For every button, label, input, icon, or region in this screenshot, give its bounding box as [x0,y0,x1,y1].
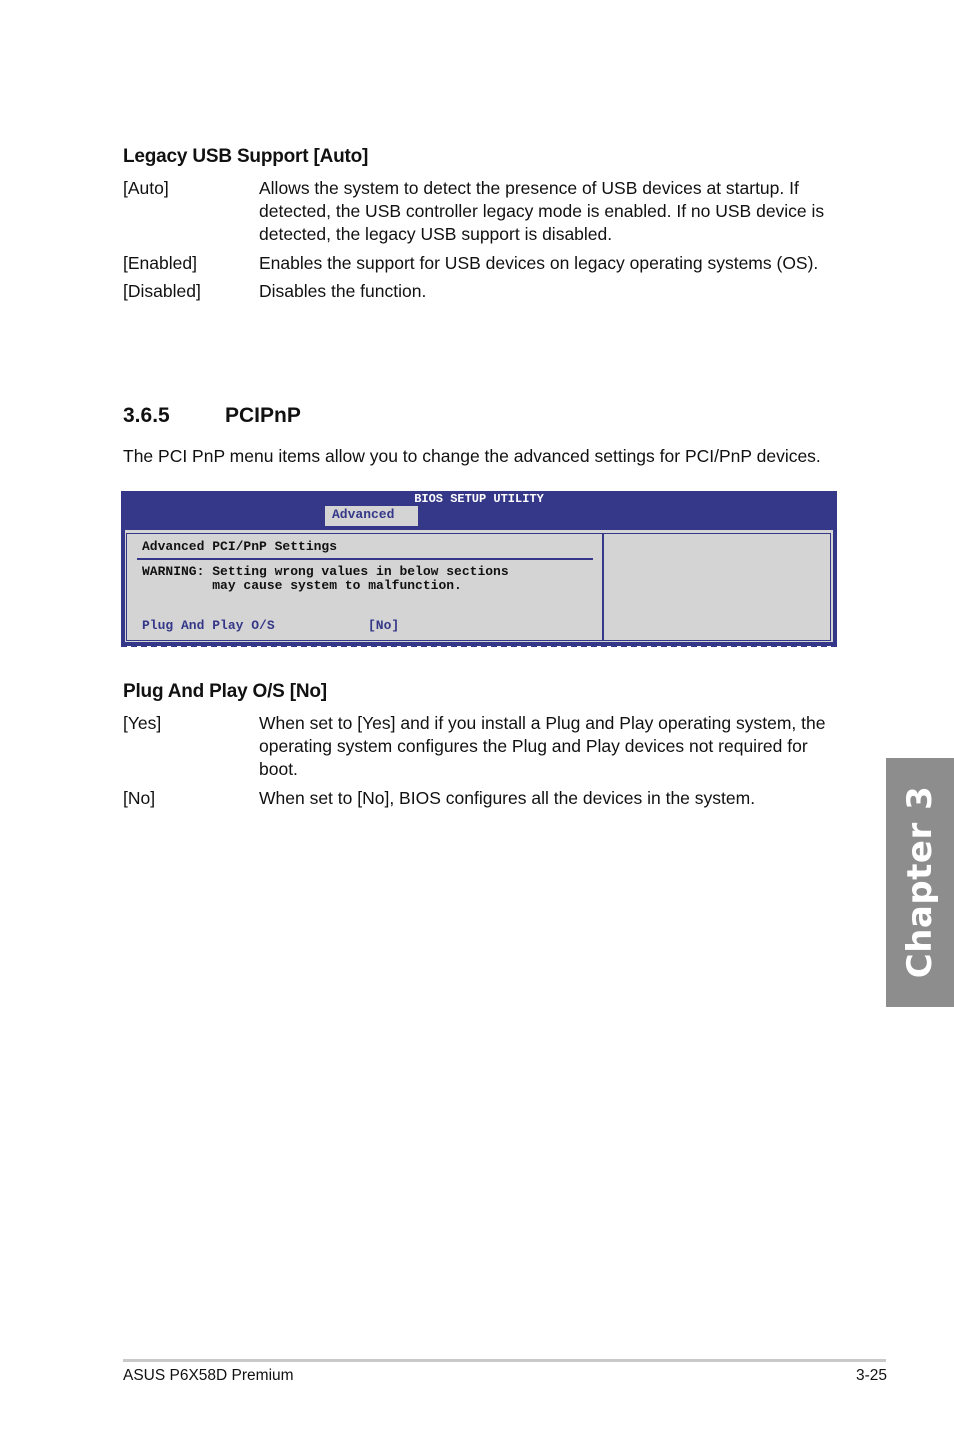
chapter-tab [886,758,954,1007]
tab-advanced[interactable]: Advanced [325,506,418,526]
chapter-label: Chapter 3 [900,785,940,979]
section-title: PCIPnP [225,404,301,427]
bios-divider [602,533,604,641]
option-description: Disables the function. [259,281,427,301]
bios-header [121,491,837,526]
option-label: [Disabled] [123,281,201,301]
footer-rule [123,1359,886,1362]
bios-item-plug-and-play[interactable]: Plug And Play O/S [142,618,275,633]
footer-product: ASUS P6X58D Premium [123,1367,294,1384]
footer-page-number: 3-25 [855,1367,887,1384]
bios-bottom-dash [121,645,837,647]
option-description: Enables the support for USB devices on legacy operating systems (OS). [259,253,819,273]
bios-warning-line-1: WARNING: Setting wrong values in below sections [142,564,509,579]
bios-screen [121,491,837,647]
option-description: When set to [No], BIOS configures all the devices in the system. [259,788,756,808]
option-label: [Enabled] [123,253,197,273]
bios-panel [125,530,833,642]
option-description: When set to [Yes] and if you install a Plug and Play operating system, the operating system configures the Plug and Play devices not required for boot. [259,713,826,779]
option-description: Allows the system to detect the presence of USB devices at startup. If detected, the USB controller legacy mode is enabled. If no USB device is detected, the legacy USB support is disabled. [259,178,825,244]
section-number: 3.6.5 [123,404,170,427]
bios-body [121,526,837,646]
section-intro: The PCI PnP menu items allow you to change the advanced settings for PCI/PnP devices. [123,446,821,466]
bios-item-value[interactable]: [No] [368,618,400,633]
bios-title-rule [137,558,593,560]
bios-warning-line-2: may cause system to malfunction. [142,578,462,593]
legacy-usb-heading: Legacy USB Support [Auto] [123,146,369,167]
pnp-os-heading: Plug And Play O/S [No] [123,681,327,702]
bios-panel-title: Advanced PCI/PnP Settings [142,539,338,554]
bios-title: BIOS SETUP UTILITY [414,492,544,506]
option-label: [Yes] [123,713,162,733]
option-label: [No] [123,788,156,808]
option-label: [Auto] [123,178,169,198]
